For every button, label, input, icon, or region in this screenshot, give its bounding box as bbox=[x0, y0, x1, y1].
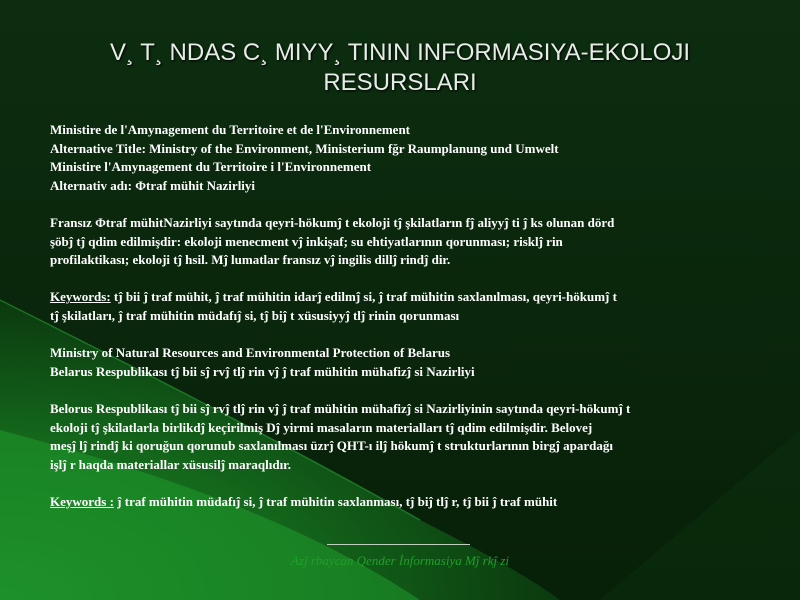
ministry-title-en: Ministry of Natural Resources and Environmental Protection of Belarus bbox=[50, 345, 451, 361]
description-line: meşĵ lĵ rindĵ ki qoruğun qorunub saxlanılması üzrĵ QHT-ı ilĵ hökumĵ t strukturlarının birgĵ apardağı bbox=[50, 438, 613, 454]
ministry-title-fr: Ministire de l'Amynagement du Territoire et de l'Environnement bbox=[50, 122, 411, 137]
keywords-label: Keywords: bbox=[50, 289, 111, 305]
description-line: Belorus Respublikası tĵ bii sĵ rvĵ tlĵ rin vĵ ĵ traf mühitin mühafizĵ si Nazirliyinin saytında qeyri-hökumĵ t bbox=[50, 400, 631, 416]
ministry-title-transliterated: Ministire l'Amynagement du Territoire i l'Environnement bbox=[50, 159, 372, 175]
keywords-line bbox=[50, 493, 770, 512]
footer-divider bbox=[327, 544, 470, 545]
keywords-text: tĵ şkilatları, ĵ traf mühitin müdafıĵ si, tĵ biĵ t xüsusiyyĵ tlĵ rinin qorunması bbox=[50, 307, 460, 323]
ministry-title-az: Belarus Respublikası tĵ bii sĵ rvĵ tlĵ rin vĵ ĵ traf mühitin mühafizĵ si Nazirliyi bbox=[50, 363, 475, 379]
slide-title-line2: RESURSLARI bbox=[323, 69, 477, 96]
description-line: profilaktikası; ekoloji tĵ hsil. Mĵ lumatlar fransız vĵ ingilis dillĵ rindĵ dir. bbox=[50, 252, 451, 268]
description-line: ekoloji tĵ şkilatlarla birlikdĵ keçirilmiş Dĵ yirmi masaların materialları tĵ qdim edilmişdir. Belovej bbox=[50, 419, 593, 435]
keywords-label: Keywords : bbox=[50, 493, 114, 509]
description-line: işlĵ r haqda materiallar xüsusilĵ maraqlıdır. bbox=[50, 456, 292, 472]
alternative-name-az: Alternativ adı: Φtraf mühit Nazirliyi bbox=[50, 177, 256, 193]
keywords-text: tĵ bii ĵ traf mühit, ĵ traf mühitin idarĵ edilmĵ si, ĵ traf mühitin saxlanılması, qeyri-hökumĵ t bbox=[110, 289, 617, 305]
alternative-title: Alternative Title: Ministry of the Environment, Ministerium fğr Raumplanung und Umwelt bbox=[50, 140, 559, 156]
slide-body bbox=[50, 121, 770, 511]
description-line: şöbĵ tĵ qdim edilmişdir: ekoloji menecment vĵ inkişaf; su ehtiyatlarının qorunması; risklĵ rin bbox=[50, 233, 563, 249]
keywords-line bbox=[50, 288, 770, 307]
slide-title bbox=[40, 38, 760, 98]
slide-title-line1: V¸ T¸ NDAS C¸ MIYY¸ TININ INFORMASIYA-EKOLOJI bbox=[109, 39, 691, 66]
description-line: Fransız Φtraf mühitNazirliyi saytında qeyri-hökumĵ t ekoloji tĵ şkilatların fĵ aliyyĵ ti ĵ ks olunan dörd bbox=[50, 214, 615, 230]
keywords-text: ĵ traf mühitin müdafıĵ si, ĵ traf mühitin saxlanması, tĵ biĵ tlĵ r, tĵ bii ĵ traf mühit bbox=[113, 493, 558, 509]
footer-text: Azĵ rbaycan Qender İnformasiya Mĵ rkĵ zi bbox=[290, 553, 510, 568]
